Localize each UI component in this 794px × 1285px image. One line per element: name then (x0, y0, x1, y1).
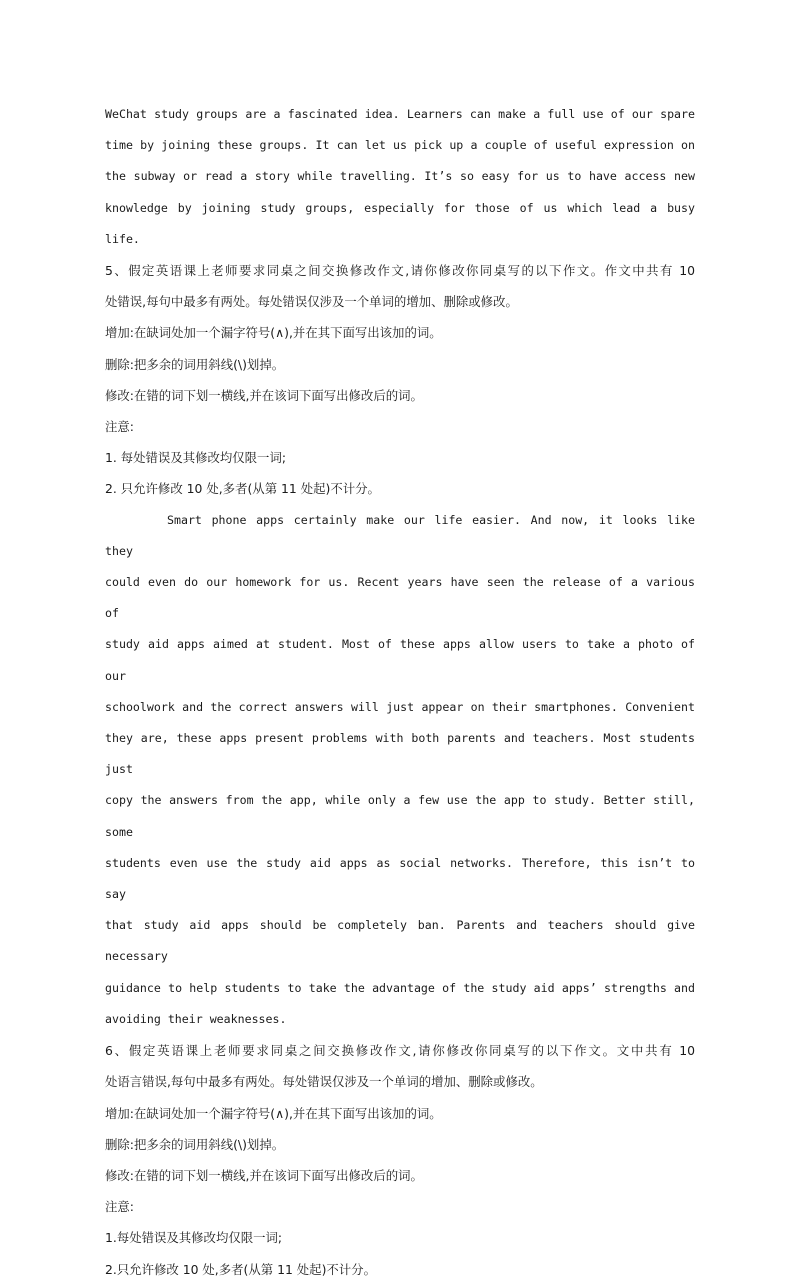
q6-instruction-line-2: 处语言错误,每句中最多有两处。每处错误仅涉及一个单词的增加、删除或修改。 (105, 1074, 543, 1090)
passage-line: avoiding their weaknesses. (105, 1011, 287, 1026)
question-5 (105, 255, 695, 1035)
q5-instruction-line-2: 处错误,每句中最多有两处。每处错误仅涉及一个单词的增加、删除或修改。 (105, 294, 518, 310)
q6-instruction-line-1: 6、假定英语课上老师要求同桌之间交换修改作文,请你修改你同桌写的以下作文。文中共有 10 (105, 1043, 695, 1059)
q5-add-rule: 增加:在缺词处加一个漏字符号(∧),并在其下面写出该加的词。 (105, 325, 442, 341)
q6-note-1: 1.每处错误及其修改均仅限一词; (105, 1230, 283, 1246)
passage-line: could even do our homework for us. Recent years have seen the release of a various of (105, 575, 695, 621)
q5-note-2: 2. 只允许修改 10 处,多者(从第 11 处起)不计分。 (105, 481, 380, 497)
question-6 (105, 1035, 695, 1285)
q6-delete-rule: 删除:把多余的词用斜线(\)划掉。 (105, 1136, 285, 1152)
q5-delete-rule: 删除:把多余的词用斜线(\)划掉。 (105, 356, 285, 372)
passage-line: schoolwork and the correct answers will just appear on their smartphones. Convenient (105, 699, 695, 714)
passage-line: students even use the study aid apps as social networks. Therefore, this isn’t to say (105, 855, 695, 902)
q6-note-2: 2.只允许修改 10 处,多者(从第 11 处起)不计分。 (105, 1261, 376, 1277)
passage-line: time by joining these groups. It can let us pick up a couple of useful expression on (105, 138, 695, 153)
passage-line: that study aid apps should be completely ban. Parents and teachers should give necessary (105, 918, 695, 964)
q5-modify-rule: 修改:在错的词下划一横线,并在该词下面写出修改后的词。 (105, 387, 423, 403)
q6-add-rule: 增加:在缺词处加一个漏字符号(∧),并在其下面写出该加的词。 (105, 1105, 442, 1121)
passage-line: copy the answers from the app, while only a few use the app to study. Better still, some (105, 793, 695, 839)
passage-line: Smart phone apps certainly make our life easier. And now, it looks like they (105, 512, 695, 558)
q5-note-label: 注意: (105, 419, 134, 435)
document-page (105, 99, 695, 1285)
passage-line: guidance to help students to take the advantage of the study aid apps’ strengths and (105, 980, 695, 995)
q5-passage (105, 505, 695, 1035)
passage-line: the subway or read a story while travelling. It’s so easy for us to have access new (105, 169, 695, 184)
passage-line: knowledge by joining study groups, especially for those of us which lead a busy life. (105, 200, 695, 246)
q6-modify-rule: 修改:在错的词下划一横线,并在该词下面写出修改后的词。 (105, 1167, 423, 1183)
q5-instruction-line-1: 5、假定英语课上老师要求同桌之间交换修改作文,请你修改你同桌写的以下作文。作文中共有 10 (105, 263, 695, 279)
passage-line: they are, these apps present problems with both parents and teachers. Most students just (105, 731, 695, 777)
top-passage (105, 99, 695, 255)
passage-line: study aid apps aimed at student. Most of these apps allow users to take a photo of our (105, 637, 695, 683)
q6-note-label: 注意: (105, 1199, 134, 1215)
q5-note-1: 1. 每处错误及其修改均仅限一词; (105, 450, 287, 466)
passage-line: WeChat study groups are a fascinated idea. Learners can make a full use of our spare (105, 107, 695, 121)
